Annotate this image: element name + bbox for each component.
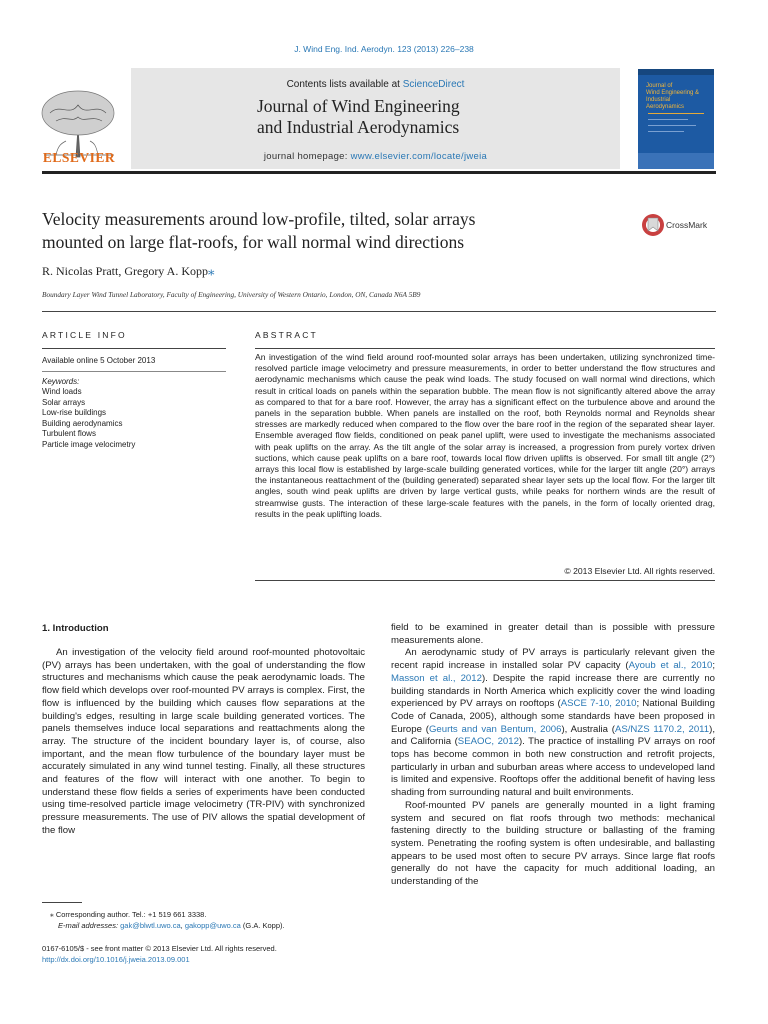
keywords-heading: Keywords: xyxy=(42,376,80,386)
article-info-panel xyxy=(42,356,226,450)
affiliation-rule xyxy=(42,311,716,312)
article-info-rule xyxy=(42,348,226,349)
citation-link[interactable]: Geurts and van Bentum, 2006 xyxy=(428,723,562,735)
intro-paragraph-1: An investigation of the velocity field around roof-mounted photovoltaic (PV) arrays has been undertaken, with the goal of understanding the flow structures and mechanisms which cause the peak aerodynamic loads. The flow field which develops over roof-mounted PV arrays is complex. First, the flow is influenced by the building which causes flow separations at the building's edges, resulting in large scale building generated vortices. The panels themselves induce local separations and reattachments along the array. The structure of the incident boundary layer is, of course, also important, and the mean flow turbulence of the boundary layer must be accurately simulated in any wind tunnel testing. Finally, all these structures and features of the flow will interact with one another. To begin to understand these flow fields a series of experiments have been conducted using time-resolved particle image velocimetry (TR-PIV) with synchronized pressure measurements. The use of PIV allows the spatial development of the flow xyxy=(42,647,365,836)
email-link-2[interactable]: gakopp@uwo.ca xyxy=(184,921,241,930)
abstract-bottom-rule xyxy=(255,580,715,581)
paragraph-text: ), and California ( xyxy=(391,723,715,748)
journal-title-line1: Journal of Wind Engineering xyxy=(257,96,460,116)
citation-link[interactable]: ASCE 7-10, 2010 xyxy=(560,698,637,710)
doi-link[interactable]: http://dx.doi.org/10.1016/j.jweia.2013.09.001 xyxy=(42,955,190,964)
journal-cover-thumbnail[interactable] xyxy=(638,69,714,169)
available-online: Available online 5 October 2013 xyxy=(42,356,156,365)
article-info-divider xyxy=(42,371,226,372)
title-line2: mounted on large flat-roofs, for wall normal wind directions xyxy=(42,232,464,252)
crossmark-label[interactable]: CrossMark xyxy=(666,220,708,230)
article-authors xyxy=(42,263,214,279)
sciencedirect-link[interactable]: ScienceDirect xyxy=(402,79,465,90)
cover-line-1: Journal of xyxy=(646,83,673,89)
homepage-prefix: journal homepage: xyxy=(263,151,351,162)
paragraph-text: ). Despite the rapid increase there are currently no building standards in North America which explicitly cover the wind loading experienced by PV arrays on rooftops ( xyxy=(391,672,715,710)
article-title xyxy=(42,208,602,254)
contents-line xyxy=(131,79,620,90)
journal-title xyxy=(257,96,617,138)
header-rule xyxy=(42,171,716,174)
intro-left-column xyxy=(42,647,365,838)
elsevier-wordmark: ELSEVIER xyxy=(42,150,116,165)
citation-link[interactable]: SEAOC, 2012 xyxy=(457,736,519,748)
journal-citation[interactable]: J. Wind Eng. Ind. Aerodyn. 123 (2013) 226–238 xyxy=(294,44,474,54)
contents-prefix: Contents lists available at xyxy=(286,79,403,90)
keyword-item: Low-rise buildings xyxy=(42,408,107,417)
email-prefix: E-mail addresses: xyxy=(58,921,121,930)
authors-names: R. Nicolas Pratt, Gregory A. Kopp xyxy=(42,264,208,278)
cover-line-2: Wind Engineering & xyxy=(646,90,700,96)
keyword-item: Turbulent flows xyxy=(42,429,96,438)
email-suffix: (G.A. Kopp). xyxy=(240,921,285,930)
corresponding-author-note: ⁎ Corresponding author. Tel.: +1 519 661 3338. xyxy=(50,910,207,919)
email-separator: , xyxy=(180,921,185,930)
abstract-text: An investigation of the wind field around roof-mounted solar arrays has been undertaken, utilizing synchronized time-resolved particle image velocimetry and pressure measurements, in order to better understand the flow structures and aerodynamic mechanisms which cause the peak wind loads. The study focused on wall normal wind directions, which result in critical loads on panels within the separation bubble. The mean flow is not significantly altered above the array as compared to that for a bare roof. However, the array has a significant effect on the turbulence above and around the panels in the separation bubble. When panels are installed on the roof, both Reynolds normal and Reynolds shear stresses are markedly reduced when compared to the flow over the bare roof in the region of the separated shear layer. Ensemble averaged flow fields, conditioned on peak panel uplift, were used to investigate the mechanisms associated with peak uplifts on the array. As the tilt angle of the solar array is increased, a progression from purely vortex driven suctions, which cause peak uplifts on a bare roof, towards local flow driven uplifts is observed. For small tilt angle (2°) arrays this local flow is established by large-scale building generated vortices, while for the larger tilt angle (20°) arrays the instantaneous reattachment of the (building generated) separated shear layer sets up the local flow. For the larger tilt angles, south wind peak uplifts are driven by large vertical gusts, while peaks for northern winds are the result of streamwise gusts. The interaction of these large-scale features with the panels, in the form of locally oriented drag, results in the peak uplifting loads. xyxy=(255,352,715,519)
title-line1: Velocity measurements around low-profile, tilted, solar arrays xyxy=(42,209,476,229)
homepage-link[interactable]: www.elsevier.com/locate/jweia xyxy=(350,151,488,162)
keyword-item: Wind loads xyxy=(42,387,82,396)
crossmark-icon[interactable] xyxy=(641,212,665,240)
email-line xyxy=(42,920,382,931)
abstract-heading: ABSTRACT xyxy=(255,330,318,340)
journal-homepage xyxy=(131,151,620,162)
corresponding-author-mark[interactable]: ⁎ xyxy=(207,263,215,278)
intro-right-column xyxy=(391,622,715,889)
cover-line-3: Industrial Aerodynamics xyxy=(646,97,685,110)
footnote xyxy=(42,909,382,931)
paragraph-text: ), Australia ( xyxy=(561,723,615,735)
paragraph-text: ; xyxy=(712,660,716,672)
paragraph-text: An aerodynamic study of PV arrays is particularly relevant given the recent rapid increase in installed solar PV capacity ( xyxy=(391,647,715,672)
issn-block xyxy=(42,943,382,965)
citation-link[interactable]: AS/NZS 1170.2, 2011 xyxy=(614,723,710,735)
intro-paragraph-continued: field to be examined in greater detail than is possible with pressure measurements alone. xyxy=(391,622,715,646)
affiliation: Boundary Layer Wind Tunnel Laboratory, Faculty of Engineering, University of Western Ontario, London, ON, Canada N6A 5B9 xyxy=(42,290,421,299)
intro-paragraph-2 xyxy=(391,647,715,799)
footnote-rule xyxy=(42,902,82,903)
paragraph-text: ). The practice of installing PV arrays on roof tops has become common in both new construction and retrofit projects, particularly in urban and suburban areas where access to undeveloped land is limited and expensive. Rooftops offer the additional benefit of having less shading from surrounding natural and built environments. xyxy=(391,736,716,799)
citation-link[interactable]: Masson et al., 2012 xyxy=(391,672,482,684)
keywords-list xyxy=(42,387,226,450)
abstract-rule xyxy=(255,348,715,349)
article-info-heading: ARTICLE INFO xyxy=(42,330,127,340)
journal-banner xyxy=(131,68,620,169)
journal-title-line2: and Industrial Aerodynamics xyxy=(257,117,460,137)
email-link-1[interactable]: gak@blwtl.uwo.ca xyxy=(120,921,181,930)
keyword-item: Particle image velocimetry xyxy=(42,439,136,449)
intro-paragraph-3: Roof-mounted PV panels are generally mounted in a light framing system and secured on flat roofs through two methods: mechanical fastening directly to the building structure or ballasting of the framing system. Penetrating the roofing system is often undesirable, and ballasting appears to be used most often to secure PV arrays. Since large flat roofs generally do not have the capacity for much additional loading, an understanding of the xyxy=(391,799,715,888)
citation-link[interactable]: Ayoub et al., 2010 xyxy=(628,660,713,672)
keyword-item: Building aerodynamics xyxy=(42,418,123,428)
keyword-item: Solar arrays xyxy=(42,397,86,407)
issn-line: 0167-6105/$ - see front matter © 2013 Elsevier Ltd. All rights reserved. xyxy=(42,944,277,953)
paragraph-text: ; National Building Code of Canada, 2005), although some standards have been proposed in Europe ( xyxy=(391,698,715,735)
abstract-copyright: © 2013 Elsevier Ltd. All rights reserved. xyxy=(564,566,715,576)
section-heading-introduction: 1. Introduction xyxy=(42,623,109,634)
